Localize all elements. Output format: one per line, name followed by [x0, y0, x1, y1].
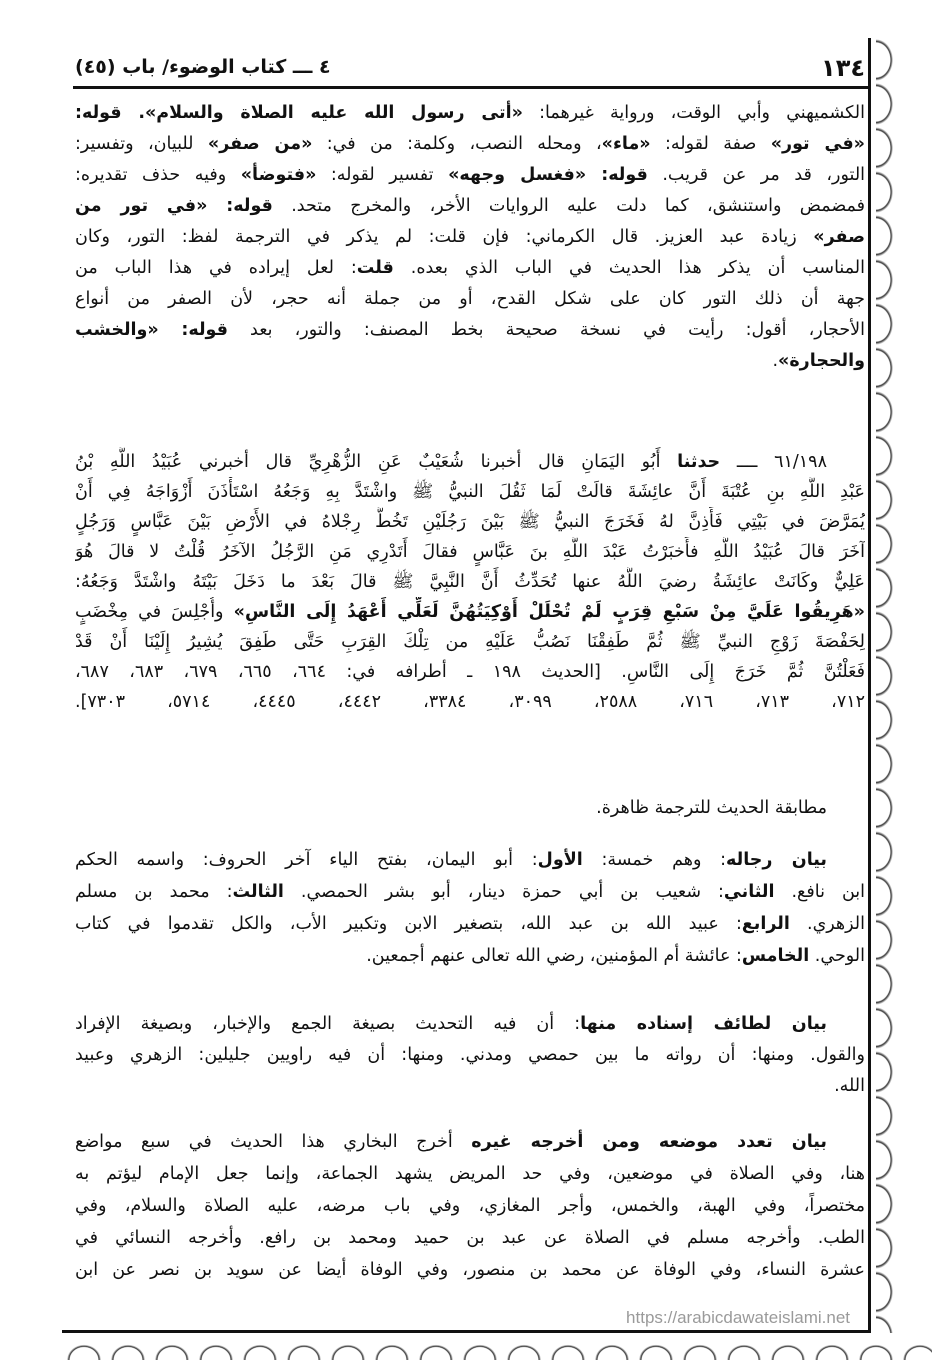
text-line: [75, 507, 865, 537]
running-head: ٤ ـــ كتاب الوضوء/ باب (٤٥): [75, 56, 331, 78]
bold-text: قلت: [356, 258, 394, 278]
text-line: [75, 1071, 865, 1102]
text-line: [75, 346, 865, 377]
text-segment: وفيه حذف تقديره:: [75, 165, 241, 185]
text-segment: والقول. ومنها: أن رواته ما بين حمصي ومدني. ومنها: أن فيه راويين جليلين: الزهري وعبيد: [75, 1045, 865, 1065]
bold-text: الرابع: [741, 914, 790, 934]
hadith-text: [75, 447, 865, 717]
text-line: [75, 597, 865, 627]
text-segment: زيادة عبد العزيز. قال الكرماني: فإن قلت: لم يذكر في الترجمة لفظ: التور، وكان: [75, 227, 814, 247]
text-line: [75, 160, 865, 191]
text-segment: الكشميهني وأبي الوقت، ورواية غيرهما:: [522, 103, 865, 123]
text-segment: ٦١/١٩٨ ــــ: [720, 452, 827, 472]
bold-text: الخامس: [741, 946, 810, 966]
bold-text: والحجارة»: [778, 351, 865, 371]
decorative-border-bottom: [62, 1335, 932, 1360]
text-segment: تفسير لقوله:: [316, 165, 449, 185]
text-line: [75, 1126, 865, 1158]
bold-text: «أتى رسول الله عليه الصلاة والسلام». قوله:: [75, 103, 523, 123]
text-line: [75, 627, 865, 657]
text-segment: .: [772, 351, 779, 371]
bold-text: بيان تعدد موضعه ومن أخرجه غيره: [471, 1132, 827, 1152]
bold-text: الثاني: [723, 882, 775, 902]
text-line: [75, 537, 865, 567]
text-segment: عشرة النساء، وفي الوفاة عن محمد بن منصور، وفي الوفاة أيضا عن سويد بن نصر عن ابن: [75, 1260, 865, 1280]
text-segment: هنا، وفي الصلاة في موضعين، وفي حد المريض يشهد الجماعة، وإنما جعل الإمام ليؤتم به: [75, 1164, 865, 1184]
bold-text: قوله: «والخشب: [75, 320, 228, 340]
text-line: [75, 253, 865, 284]
page-header: [75, 54, 865, 84]
text-line: [75, 1009, 865, 1040]
text-line: [75, 284, 865, 315]
text-segment: : أبو اليمان، بفتح الياء آخر الحروف: واسمه الحكم: [75, 850, 538, 870]
frame-right-rule: [868, 38, 871, 1333]
text-segment: : وهم خمسة:: [582, 850, 727, 870]
bold-text: بيان لطائف إسناده منها: [580, 1014, 828, 1034]
text-segment: عَلِيٌّ وكَانَتْ عائِشَةُ رضيَ اللَّهُ عنها تُحَدِّثُ أَنَّ النَّبِيَّ ﷺ قالَ بَعْدَ ما دَخَلَ بَيْتَهُ واشْتَدَّ وَجَعُهُ:: [75, 572, 865, 592]
text-segment: جهة أن ذلك التور كان على شكل القدح، أو من جملة أنه حجر، لأن الصفر من أنواع: [75, 289, 865, 309]
text-line: [75, 315, 865, 346]
text-segment: يُمَرَّضَ في بَيْتِي فَأَذِنَّ لهُ فَخَرَجَ النبيُّ ﷺ بَيْنَ رَجُلَيْنِ تَخُطُّ رِجْلاهُ في الأَرْضِ بَيْنَ عَبَّاسٍ وَرَجُلٍ: [75, 512, 865, 532]
commentary-paragraph: [75, 98, 865, 377]
text-segment: : عائشة أم المؤمنين، رضي الله تعالى عنهم أجمعين.: [366, 946, 742, 966]
text-segment: عَبْدِ اللَّهِ بنِ عُتْبَةَ أَنَّ عائِشَةَ قالَتْ لَمَا ثَقُلَ النبيُّ ﷺ واشْتَدَّ بِهِ وَجَعُهُ اسْتَأْذَنَ أَزْوَاجَهُ فِي أَنْ: [75, 482, 865, 502]
text-segment: : شعيب بن أبي حمزة دينار، أبو بشر الحمصي.: [283, 882, 724, 902]
text-segment: التور، قد مر عن قريب.: [647, 165, 865, 185]
text-line: [75, 129, 865, 160]
text-segment: المناسب أن يذكر هذا الحديث في الباب الذي بعده.: [393, 258, 865, 278]
text-segment: فمضمض واستنشق، كما دلت عليه الروايات الأخر، والمخرج متحد.: [272, 196, 865, 216]
text-line: [75, 191, 865, 222]
text-line: [75, 876, 865, 908]
lataif-section: [75, 1009, 865, 1102]
frame-bottom-rule: [62, 1330, 871, 1333]
text-segment: : أن فيه التحديث بصيغة الجمع والإخبار، وبصيغة الإفراد: [75, 1014, 581, 1034]
text-segment: : عبيد الله بن عبد الله، بتصغير الابن وتكبير الأب، والكل تقدموا في كتاب: [75, 914, 742, 934]
text-line: [75, 1158, 865, 1190]
bold-text: صفر»: [813, 227, 865, 247]
decorative-border-right: [876, 38, 926, 1333]
bold-text: بيان رجاله: [726, 850, 827, 870]
text-segment: مطابقة الحديث للترجمة ظاهرة.: [596, 798, 827, 818]
text-segment: ٧١٢، ٧١٣، ٧١٦، ٢٥٨٨، ٣٠٩٩، ٣٣٨٤، ٤٤٤٢، ٤٤٤٥، ٥٧١٤، ٧٣٠٣].: [75, 692, 865, 712]
text-line: [75, 687, 865, 717]
text-segment: أخرج البخاري هذا الحديث في سبع مواضع: [75, 1132, 472, 1152]
text-segment: الأحجار، أقول: رأيت في نسخة صحيحة بخط المصنف: والتور، بعد: [227, 320, 865, 340]
text-line: [75, 1040, 865, 1071]
text-segment: : محمد بن مسلم: [75, 882, 233, 902]
bold-text: الأول: [537, 850, 583, 870]
text-segment: وأُجْلِسَ في مِخْضَبٍ: [75, 602, 234, 622]
bold-text: قوله: «في تور من: [75, 196, 273, 216]
text-segment: الطب. وأخرجه مسلم في الصلاة عن عبد بن حميد ومحمد بن رافع. وأخرجه النسائي في: [75, 1228, 865, 1248]
text-segment: آخَرَ قالَ عُبَيْدُ اللَّهِ فأَخبَرْتُ عَبْدَ اللَّهِ بنَ عَبَّاسٍ فقالَ أَتَدْرِي مَنِ الرَّجُلُ الآخَرُ قُلْتُ لا قالَ هُوَ: [75, 542, 865, 562]
page-number: ١٣٤: [821, 54, 865, 82]
header-rule: [73, 86, 868, 89]
text-segment: ، ومحله النصب، وكلمة: من في:: [312, 134, 602, 154]
text-segment: الزهري.: [789, 914, 865, 934]
watermark: https://arabicdawateislami.net: [626, 1308, 850, 1327]
text-segment: مختصراً، وفي الهبة، والخمس، وأجر المغازي، وفي باب مرضه، عليه الصلاة والسلام، وفي: [75, 1196, 865, 1216]
bold-text: «هَرِيقُوا عَلَيَّ مِنْ سَبْعِ قِرَبٍ لَمْ تُحْلَلْ أَوْكِيَتُهُنَّ لَعَلِّي أَعْهَدُ إِلَى النَّاسِ»: [233, 602, 865, 622]
text-segment: صفة لقوله:: [650, 134, 771, 154]
text-segment: الله.: [834, 1076, 865, 1096]
text-line: [75, 908, 865, 940]
text-line: [75, 1190, 865, 1222]
bold-text: الثالث: [232, 882, 284, 902]
text-segment: لِحَفْصَةَ زَوْجِ النبيِّ ﷺ ثُمَّ طَفِقْنَا نَصُبُّ عَلَيْهِ من تِلْكَ القِرَبِ حَتَّى طَفِقَ يُشِيرُ إِلَيْنَا أَنْ قَدْ: [75, 632, 865, 652]
bold-text: حدثنا: [677, 452, 721, 472]
text-line: [75, 793, 865, 823]
text-line: [75, 1254, 865, 1286]
rijal-section: [75, 844, 865, 972]
bold-text: «ماء»: [601, 134, 651, 154]
text-line: [75, 98, 865, 129]
bold-text: «في تور»: [770, 134, 865, 154]
text-line: [75, 657, 865, 687]
taaddud-section: [75, 1126, 865, 1286]
mutabaqa-note: [75, 793, 865, 823]
text-segment: أَبُو اليَمَانِ قال أخبرنا شُعَيْبٌ عَنِ الزُّهْرِيِّ قال أخبرني عُبَيْدُ اللَّهِ بْنُ: [75, 452, 678, 472]
text-line: [75, 844, 865, 876]
bold-text: «من صفر»: [207, 134, 313, 154]
text-segment: ابن نافع.: [774, 882, 865, 902]
text-segment: : لعل إيراده في هذا الباب من: [75, 258, 357, 278]
text-segment: الوحي.: [809, 946, 865, 966]
text-line: [75, 940, 865, 972]
text-line: [75, 222, 865, 253]
bold-text: قوله: «فغسل وجهه»: [448, 165, 648, 185]
bold-text: «فتوضأ»: [240, 165, 317, 185]
text-segment: للبيان، وتفسير:: [75, 134, 208, 154]
text-line: [75, 567, 865, 597]
text-line: [75, 1222, 865, 1254]
text-segment: فَعَلْتُنَّ ثُمَّ خَرَجَ إِلَى النَّاسِ. [الحديث ١٩٨ ـ أطرافه في: ٦٦٤، ٦٦٥، ٦٧٩، ٦٨٣، ٦٨٧،: [75, 662, 865, 682]
text-line: [75, 477, 865, 507]
text-line: [75, 447, 865, 477]
